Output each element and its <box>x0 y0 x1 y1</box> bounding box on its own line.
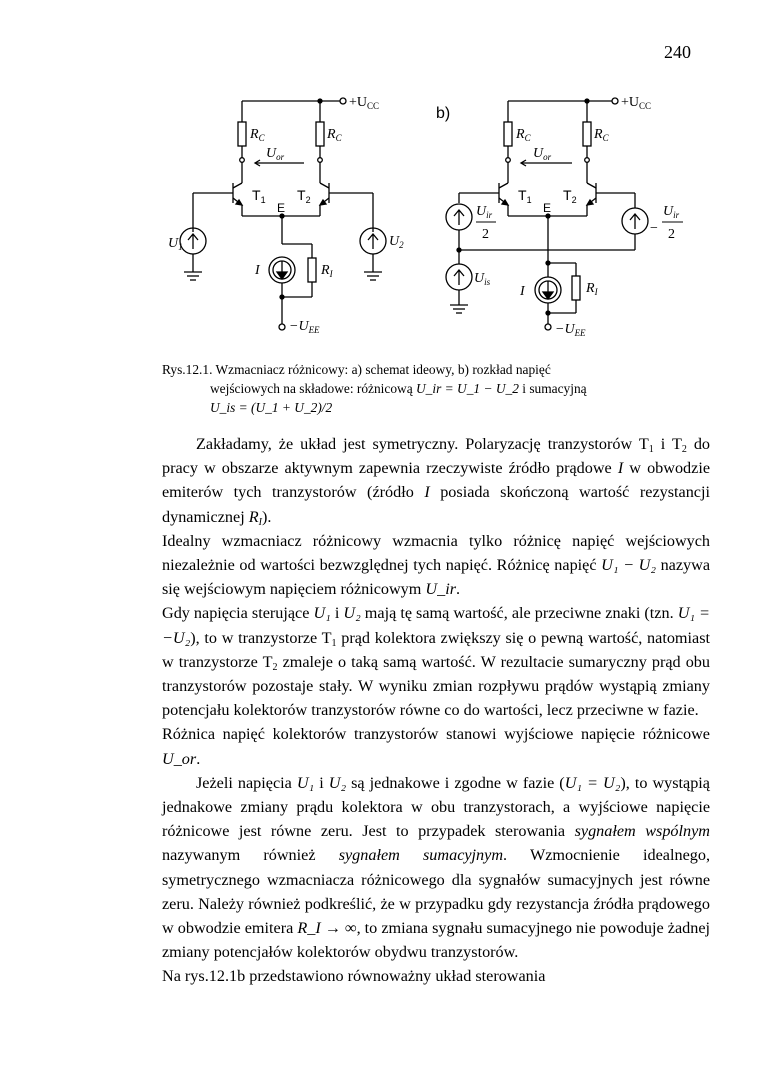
label-emitter-a: E <box>277 201 286 215</box>
label-t2-b: $T_2$ <box>563 187 577 205</box>
label-current-a: I <box>255 263 260 278</box>
label-ri-a: $R_I$ <box>321 263 333 279</box>
svg-text:2: 2 <box>668 227 675 242</box>
caption-formula-uis: U_is = (U_1 + U_2)/2 <box>210 400 333 415</box>
label-rc2-a: $R_C$ <box>327 127 342 143</box>
label-uir-right <box>650 204 683 242</box>
paragraph-2: Idealny wzmacniacz różnicowy wzmacnia tylko różnicę napięć wejściowych niezależnie od wartości bezwzględnej tych napięć. Różnicę napięć U₁ − U₂ nazywa się wejściowym napięciem różnicowym U_ir. <box>162 531 711 599</box>
label-rc1-b: $R_C$ <box>516 127 531 143</box>
paragraph-1: Zakładamy, że układ jest symetryczny. Polaryzację tranzystorów $T_1$ i $T_2$ do pracy w obszarze aktywnym zapewnia rzeczywiste źródło prądowe I w obwodzie emiterów tych tranzystorów (źródło I posiada skończoną wartość rezystancji dynamicznej $R_I$). <box>162 435 711 528</box>
label-uor-a: $U_{or}$ <box>266 146 285 162</box>
label-t1-a: $T_1$ <box>252 187 266 205</box>
label-vee-b: $-U_{EE}$ <box>555 322 586 338</box>
label-uor-b: $U_{or}$ <box>533 146 552 162</box>
label-current-b: I <box>520 284 525 299</box>
label-ri-b: $R_I$ <box>586 281 598 297</box>
label-vcc-b: $+U_{CC}$ <box>621 95 652 111</box>
svg-text:Uir: $U_{ir}$ <box>663 204 680 220</box>
page-number: 240 <box>664 42 691 62</box>
label-t1-b: $T_1$ <box>518 187 532 205</box>
label-u2: $U_2$ <box>389 234 404 250</box>
label-uir-left <box>476 204 496 242</box>
label-uis: $U_{is}$ <box>474 271 491 287</box>
figure-caption <box>162 360 710 417</box>
label-emitter-b: E <box>543 201 552 215</box>
svg-text:Uir: $U_{ir}$ <box>476 204 493 220</box>
circuit-figure <box>0 0 760 350</box>
body-text <box>162 432 710 989</box>
paragraph-5: Jeżeli napięcia U₁ i U₂ są jednakowe i zgodne w fazie (U₁ = U₂), to wystąpią jednakowe zmiany prądu kolektora w obu tranzystorach, a wyjściowe napięcie różnicowe jest równe zeru. Jest to przypadek sterowania sygnałem wspólnym nazywanym również sygnałem sumacyjnym. Wzmocnienie idealnego, symetrycznego wzmacniacza różnicowego dla sygnałów sumacyjnych jest równe zeru. Należy również podkreślić, że w przypadku gdy rezystancja źródła prądowego w obwodzie emitera R_I → ∞, to zmiana sygnału sumacyjnego nie powoduje żadnej zmiany potencjałów kolektorów obydwu tranzystorów. <box>162 773 711 962</box>
caption-formula-uir: U_ir = U_1 − U_2 <box>416 381 519 396</box>
paragraph-4: Różnica napięć kolektorów tranzystorów stanowi wyjściowe napięcie różnicowe U_or. <box>162 725 710 768</box>
caption-line-2: wejściowych na składowe: różnicową U_ir = U_1 − U_2 i sumacyjną <box>210 381 587 396</box>
label-t2-a: $T_2$ <box>297 187 311 205</box>
label-vcc-a: $+U_{CC}$ <box>349 95 380 111</box>
svg-text:−: − <box>650 221 658 236</box>
label-vee-a: $-U_{EE}$ <box>289 319 320 335</box>
label-rc1-a: $R_C$ <box>250 127 265 143</box>
label-rc2-b: $R_C$ <box>594 127 609 143</box>
paragraph-3: Gdy napięcia sterujące U₁ i U₂ mają tę samą wartość, ale przeciwne znaki (tzn. U₁ = −U₂), to w tranzystorze $T_1$ prąd kolektora zwiększy się o pewną wartość, natomiast w tranzystorze $T_2$ zmaleje o taką samą wartość. W rezultacie sumaryczny prąd obu tranzystorów pozostaje stały. W wyniku zmian rozpływu prądów wystąpią zmiany potencjału kolektorów tranzystorów równe co do wartości, lecz przeciwne w fazie. <box>162 604 710 720</box>
label-u1: $U_1$ <box>168 236 183 252</box>
panel-b-label: b) <box>436 105 451 122</box>
caption-line-1: Rys.12.1. Wzmacniacz różnicowy: a) schemat ideowy, b) rozkład napięć <box>162 362 551 377</box>
paragraph-6: Na rys.12.1b przedstawiono równoważny układ sterowania <box>162 967 546 986</box>
svg-text:2: 2 <box>482 227 489 242</box>
